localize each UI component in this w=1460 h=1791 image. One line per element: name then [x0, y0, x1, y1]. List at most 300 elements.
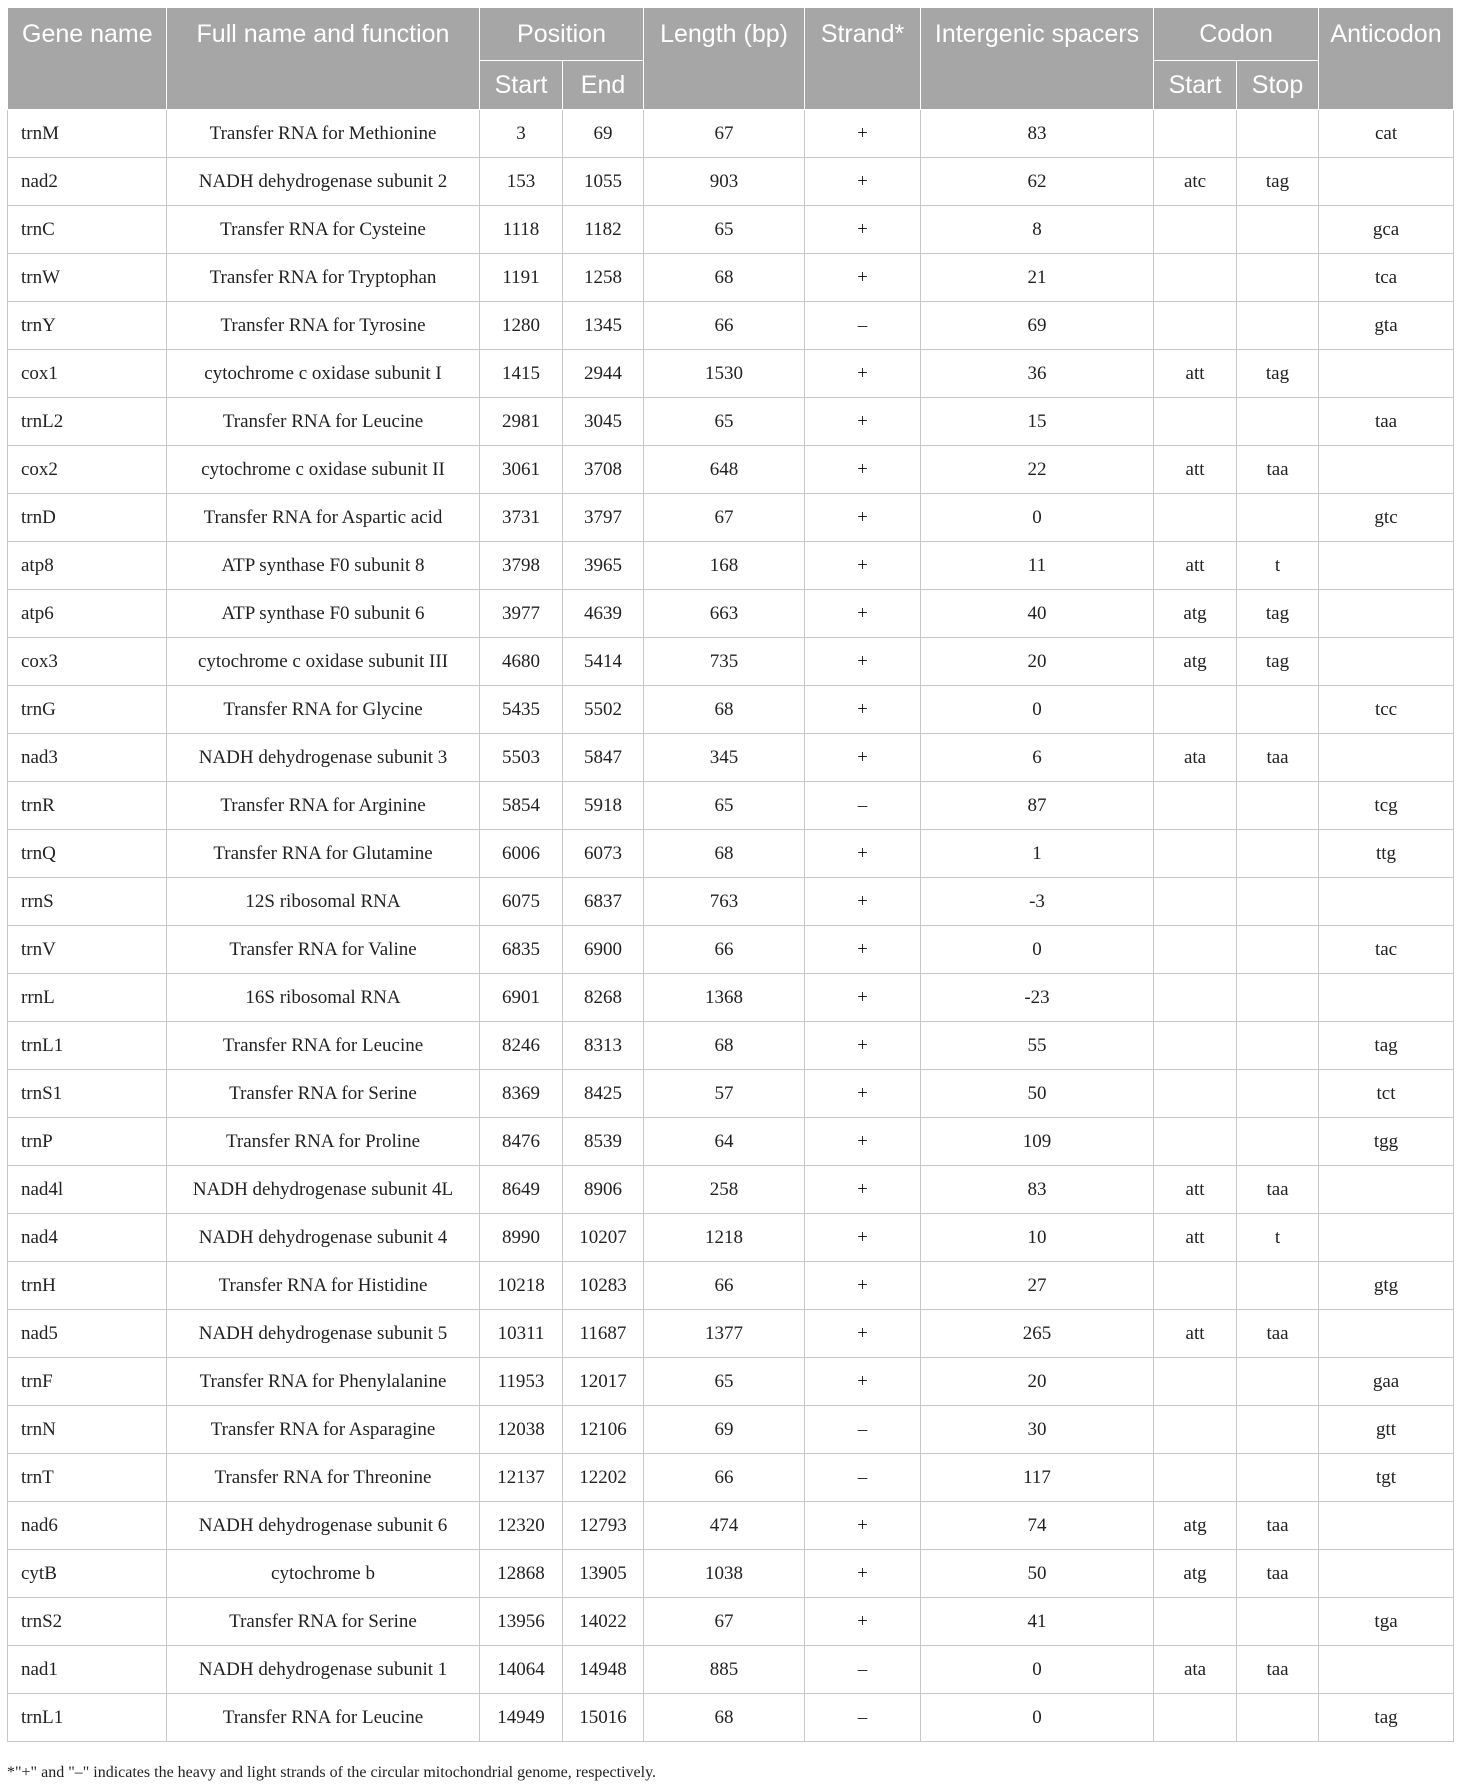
cell-codon-stop: tag: [1237, 638, 1319, 686]
cell-codon-start: [1154, 1358, 1237, 1406]
cell-intergenic-spacer: 6: [921, 734, 1154, 782]
header-position-start: Start: [480, 61, 563, 110]
cell-gene-name: rrnS: [8, 878, 167, 926]
cell-full-name: Transfer RNA for Threonine: [167, 1454, 480, 1502]
cell-strand: –: [805, 302, 921, 350]
cell-full-name: Transfer RNA for Valine: [167, 926, 480, 974]
cell-length: 763: [644, 878, 805, 926]
cell-length: 68: [644, 1694, 805, 1742]
cell-intergenic-spacer: 36: [921, 350, 1154, 398]
cell-strand: +: [805, 446, 921, 494]
table-row: [8, 1214, 1454, 1262]
cell-position-start: 6901: [480, 974, 563, 1022]
table-row: [8, 254, 1454, 302]
cell-codon-start: [1154, 974, 1237, 1022]
header-full-name: Full name and function: [167, 8, 480, 110]
cell-position-end: 8906: [563, 1166, 644, 1214]
cell-anticodon: cat: [1319, 110, 1454, 158]
cell-full-name: Transfer RNA for Methionine: [167, 110, 480, 158]
cell-codon-start: atg: [1154, 1502, 1237, 1550]
cell-strand: –: [805, 1694, 921, 1742]
table-row: [8, 1454, 1454, 1502]
cell-codon-stop: [1237, 254, 1319, 302]
cell-position-end: 5918: [563, 782, 644, 830]
cell-position-end: 14022: [563, 1598, 644, 1646]
cell-codon-start: [1154, 1454, 1237, 1502]
cell-intergenic-spacer: 83: [921, 1166, 1154, 1214]
cell-strand: –: [805, 1454, 921, 1502]
cell-length: 1377: [644, 1310, 805, 1358]
cell-codon-start: att: [1154, 350, 1237, 398]
cell-position-start: 3: [480, 110, 563, 158]
table-row: [8, 1022, 1454, 1070]
cell-full-name: NADH dehydrogenase subunit 4L: [167, 1166, 480, 1214]
cell-codon-start: [1154, 110, 1237, 158]
cell-codon-start: [1154, 830, 1237, 878]
cell-position-start: 5503: [480, 734, 563, 782]
cell-anticodon: [1319, 1646, 1454, 1694]
cell-codon-stop: taa: [1237, 1550, 1319, 1598]
cell-gene-name: trnD: [8, 494, 167, 542]
cell-strand: +: [805, 1022, 921, 1070]
cell-codon-stop: [1237, 926, 1319, 974]
header-intergenic: Intergenic spacers: [921, 8, 1154, 110]
cell-codon-stop: tag: [1237, 350, 1319, 398]
cell-intergenic-spacer: 21: [921, 254, 1154, 302]
cell-anticodon: [1319, 446, 1454, 494]
cell-codon-stop: t: [1237, 542, 1319, 590]
cell-length: 1368: [644, 974, 805, 1022]
cell-codon-stop: [1237, 1262, 1319, 1310]
cell-intergenic-spacer: 41: [921, 1598, 1154, 1646]
cell-anticodon: [1319, 1310, 1454, 1358]
cell-position-end: 8425: [563, 1070, 644, 1118]
cell-length: 1038: [644, 1550, 805, 1598]
cell-position-start: 153: [480, 158, 563, 206]
cell-strand: +: [805, 206, 921, 254]
cell-anticodon: [1319, 350, 1454, 398]
cell-intergenic-spacer: 22: [921, 446, 1154, 494]
table-header: [8, 8, 1454, 110]
table-row: [8, 350, 1454, 398]
cell-gene-name: nad4l: [8, 1166, 167, 1214]
cell-position-end: 10207: [563, 1214, 644, 1262]
table-row: [8, 734, 1454, 782]
table-row: [8, 1310, 1454, 1358]
table-row: [8, 1646, 1454, 1694]
cell-gene-name: trnY: [8, 302, 167, 350]
cell-intergenic-spacer: 55: [921, 1022, 1154, 1070]
cell-length: 67: [644, 110, 805, 158]
cell-length: 474: [644, 1502, 805, 1550]
cell-position-start: 6006: [480, 830, 563, 878]
cell-length: 903: [644, 158, 805, 206]
cell-gene-name: nad4: [8, 1214, 167, 1262]
cell-gene-name: trnS1: [8, 1070, 167, 1118]
cell-strand: +: [805, 494, 921, 542]
cell-full-name: NADH dehydrogenase subunit 4: [167, 1214, 480, 1262]
cell-full-name: Transfer RNA for Leucine: [167, 1022, 480, 1070]
cell-position-start: 11953: [480, 1358, 563, 1406]
cell-full-name: ATP synthase F0 subunit 6: [167, 590, 480, 638]
header-anticodon: Anticodon: [1319, 8, 1454, 110]
cell-codon-start: [1154, 1070, 1237, 1118]
cell-intergenic-spacer: 69: [921, 302, 1154, 350]
cell-full-name: cytochrome c oxidase subunit III: [167, 638, 480, 686]
cell-codon-start: att: [1154, 446, 1237, 494]
cell-position-end: 5502: [563, 686, 644, 734]
cell-full-name: ATP synthase F0 subunit 8: [167, 542, 480, 590]
cell-strand: +: [805, 1118, 921, 1166]
cell-codon-stop: tag: [1237, 590, 1319, 638]
cell-position-start: 5435: [480, 686, 563, 734]
cell-position-end: 3797: [563, 494, 644, 542]
cell-codon-stop: [1237, 1022, 1319, 1070]
cell-length: 64: [644, 1118, 805, 1166]
cell-length: 66: [644, 1454, 805, 1502]
cell-position-end: 12017: [563, 1358, 644, 1406]
cell-position-start: 12038: [480, 1406, 563, 1454]
cell-codon-start: atg: [1154, 590, 1237, 638]
cell-full-name: Transfer RNA for Proline: [167, 1118, 480, 1166]
cell-position-start: 1118: [480, 206, 563, 254]
cell-intergenic-spacer: 11: [921, 542, 1154, 590]
cell-strand: +: [805, 110, 921, 158]
cell-position-start: 3977: [480, 590, 563, 638]
cell-codon-stop: [1237, 494, 1319, 542]
cell-length: 68: [644, 830, 805, 878]
cell-position-end: 15016: [563, 1694, 644, 1742]
cell-anticodon: gta: [1319, 302, 1454, 350]
cell-position-start: 12868: [480, 1550, 563, 1598]
cell-position-end: 1345: [563, 302, 644, 350]
cell-intergenic-spacer: 10: [921, 1214, 1154, 1262]
table-row: [8, 1598, 1454, 1646]
cell-gene-name: nad6: [8, 1502, 167, 1550]
cell-length: 1218: [644, 1214, 805, 1262]
cell-codon-stop: [1237, 1070, 1319, 1118]
cell-gene-name: trnT: [8, 1454, 167, 1502]
cell-codon-start: [1154, 254, 1237, 302]
cell-length: 57: [644, 1070, 805, 1118]
cell-codon-start: [1154, 1022, 1237, 1070]
cell-full-name: Transfer RNA for Leucine: [167, 398, 480, 446]
cell-length: 65: [644, 1358, 805, 1406]
cell-codon-start: [1154, 494, 1237, 542]
cell-gene-name: trnW: [8, 254, 167, 302]
cell-full-name: Transfer RNA for Tyrosine: [167, 302, 480, 350]
cell-position-end: 69: [563, 110, 644, 158]
cell-position-end: 6837: [563, 878, 644, 926]
cell-position-start: 4680: [480, 638, 563, 686]
cell-codon-stop: [1237, 302, 1319, 350]
cell-full-name: Transfer RNA for Leucine: [167, 1694, 480, 1742]
cell-codon-stop: [1237, 782, 1319, 830]
cell-gene-name: nad1: [8, 1646, 167, 1694]
table-row: [8, 686, 1454, 734]
cell-strand: +: [805, 590, 921, 638]
cell-length: 66: [644, 926, 805, 974]
cell-codon-start: att: [1154, 1214, 1237, 1262]
cell-anticodon: tga: [1319, 1598, 1454, 1646]
cell-strand: +: [805, 1310, 921, 1358]
cell-intergenic-spacer: 117: [921, 1454, 1154, 1502]
table-row: [8, 494, 1454, 542]
cell-anticodon: [1319, 974, 1454, 1022]
cell-anticodon: tag: [1319, 1022, 1454, 1070]
cell-gene-name: trnC: [8, 206, 167, 254]
cell-anticodon: gca: [1319, 206, 1454, 254]
cell-gene-name: rrnL: [8, 974, 167, 1022]
cell-gene-name: trnL2: [8, 398, 167, 446]
cell-length: 65: [644, 206, 805, 254]
table-row: [8, 1166, 1454, 1214]
cell-length: 345: [644, 734, 805, 782]
cell-codon-stop: taa: [1237, 734, 1319, 782]
header-gene-name: Gene name: [8, 8, 167, 110]
cell-position-start: 5854: [480, 782, 563, 830]
cell-anticodon: tag: [1319, 1694, 1454, 1742]
cell-strand: –: [805, 1646, 921, 1694]
cell-full-name: NADH dehydrogenase subunit 6: [167, 1502, 480, 1550]
cell-intergenic-spacer: 8: [921, 206, 1154, 254]
table-row: [8, 158, 1454, 206]
cell-position-start: 14949: [480, 1694, 563, 1742]
cell-codon-start: atg: [1154, 1550, 1237, 1598]
cell-codon-start: ata: [1154, 1646, 1237, 1694]
cell-position-end: 3045: [563, 398, 644, 446]
cell-codon-start: atc: [1154, 158, 1237, 206]
table-row: [8, 1694, 1454, 1742]
cell-anticodon: gtg: [1319, 1262, 1454, 1310]
cell-codon-start: [1154, 878, 1237, 926]
cell-position-start: 3798: [480, 542, 563, 590]
cell-strand: +: [805, 398, 921, 446]
cell-gene-name: nad3: [8, 734, 167, 782]
cell-codon-stop: tag: [1237, 158, 1319, 206]
cell-position-end: 3965: [563, 542, 644, 590]
cell-intergenic-spacer: 50: [921, 1550, 1154, 1598]
cell-full-name: Transfer RNA for Arginine: [167, 782, 480, 830]
cell-codon-start: att: [1154, 1310, 1237, 1358]
cell-codon-stop: taa: [1237, 1502, 1319, 1550]
cell-codon-start: [1154, 686, 1237, 734]
cell-anticodon: [1319, 542, 1454, 590]
table-row: [8, 446, 1454, 494]
cell-position-end: 12106: [563, 1406, 644, 1454]
cell-position-start: 1191: [480, 254, 563, 302]
cell-intergenic-spacer: 0: [921, 926, 1154, 974]
cell-position-start: 6835: [480, 926, 563, 974]
cell-length: 65: [644, 398, 805, 446]
cell-intergenic-spacer: 15: [921, 398, 1154, 446]
cell-full-name: Transfer RNA for Asparagine: [167, 1406, 480, 1454]
cell-anticodon: taa: [1319, 398, 1454, 446]
cell-position-end: 10283: [563, 1262, 644, 1310]
table-footnote: *"+" and "–" indicates the heavy and light strands of the circular mitochondrial genome, respectively.: [7, 1764, 657, 1781]
cell-gene-name: cox3: [8, 638, 167, 686]
cell-gene-name: trnS2: [8, 1598, 167, 1646]
cell-position-end: 8539: [563, 1118, 644, 1166]
cell-full-name: Transfer RNA for Aspartic acid: [167, 494, 480, 542]
cell-position-start: 8649: [480, 1166, 563, 1214]
cell-gene-name: nad2: [8, 158, 167, 206]
cell-gene-name: atp8: [8, 542, 167, 590]
cell-position-end: 1258: [563, 254, 644, 302]
cell-full-name: Transfer RNA for Glutamine: [167, 830, 480, 878]
cell-gene-name: trnL1: [8, 1694, 167, 1742]
cell-strand: +: [805, 350, 921, 398]
cell-gene-name: cox2: [8, 446, 167, 494]
cell-anticodon: [1319, 878, 1454, 926]
cell-gene-name: trnL1: [8, 1022, 167, 1070]
cell-codon-start: [1154, 782, 1237, 830]
cell-anticodon: tca: [1319, 254, 1454, 302]
cell-codon-stop: taa: [1237, 1166, 1319, 1214]
cell-codon-stop: [1237, 398, 1319, 446]
cell-full-name: NADH dehydrogenase subunit 3: [167, 734, 480, 782]
table-row: [8, 590, 1454, 638]
cell-length: 67: [644, 1598, 805, 1646]
cell-gene-name: cytB: [8, 1550, 167, 1598]
cell-position-start: 3061: [480, 446, 563, 494]
cell-full-name: NADH dehydrogenase subunit 5: [167, 1310, 480, 1358]
gene-table-container: [7, 7, 1453, 1742]
cell-full-name: Transfer RNA for Cysteine: [167, 206, 480, 254]
cell-full-name: Transfer RNA for Glycine: [167, 686, 480, 734]
cell-full-name: Transfer RNA for Phenylalanine: [167, 1358, 480, 1406]
cell-length: 1530: [644, 350, 805, 398]
table-row: [8, 1406, 1454, 1454]
cell-full-name: cytochrome b: [167, 1550, 480, 1598]
cell-gene-name: trnQ: [8, 830, 167, 878]
cell-codon-start: att: [1154, 542, 1237, 590]
cell-intergenic-spacer: 0: [921, 494, 1154, 542]
cell-intergenic-spacer: 1: [921, 830, 1154, 878]
cell-length: 65: [644, 782, 805, 830]
cell-gene-name: trnP: [8, 1118, 167, 1166]
cell-position-start: 14064: [480, 1646, 563, 1694]
table-row: [8, 302, 1454, 350]
cell-codon-stop: [1237, 206, 1319, 254]
table-row: [8, 1358, 1454, 1406]
cell-intergenic-spacer: 74: [921, 1502, 1154, 1550]
cell-gene-name: trnN: [8, 1406, 167, 1454]
cell-position-start: 3731: [480, 494, 563, 542]
cell-codon-stop: taa: [1237, 1646, 1319, 1694]
cell-codon-start: [1154, 926, 1237, 974]
cell-anticodon: tct: [1319, 1070, 1454, 1118]
cell-position-end: 8313: [563, 1022, 644, 1070]
cell-intergenic-spacer: 0: [921, 1646, 1154, 1694]
cell-intergenic-spacer: 30: [921, 1406, 1154, 1454]
cell-length: 258: [644, 1166, 805, 1214]
cell-intergenic-spacer: 87: [921, 782, 1154, 830]
table-row: [8, 926, 1454, 974]
cell-gene-name: trnG: [8, 686, 167, 734]
cell-intergenic-spacer: 109: [921, 1118, 1154, 1166]
cell-intergenic-spacer: 265: [921, 1310, 1154, 1358]
header-strand: Strand*: [805, 8, 921, 110]
header-codon: Codon: [1154, 8, 1319, 61]
cell-position-start: 8246: [480, 1022, 563, 1070]
cell-strand: +: [805, 542, 921, 590]
cell-length: 68: [644, 254, 805, 302]
cell-length: 66: [644, 1262, 805, 1310]
cell-position-end: 12793: [563, 1502, 644, 1550]
cell-codon-start: [1154, 1118, 1237, 1166]
cell-full-name: cytochrome c oxidase subunit II: [167, 446, 480, 494]
cell-codon-start: [1154, 206, 1237, 254]
table-row: [8, 782, 1454, 830]
table-row: [8, 638, 1454, 686]
gene-table: [7, 7, 1454, 1742]
cell-strand: +: [805, 878, 921, 926]
cell-gene-name: trnF: [8, 1358, 167, 1406]
cell-strand: –: [805, 1406, 921, 1454]
cell-position-end: 14948: [563, 1646, 644, 1694]
cell-intergenic-spacer: 20: [921, 638, 1154, 686]
cell-anticodon: tcc: [1319, 686, 1454, 734]
cell-position-start: 10311: [480, 1310, 563, 1358]
cell-length: 68: [644, 686, 805, 734]
cell-anticodon: [1319, 1166, 1454, 1214]
cell-codon-start: [1154, 1406, 1237, 1454]
cell-position-start: 6075: [480, 878, 563, 926]
cell-codon-stop: t: [1237, 1214, 1319, 1262]
cell-position-start: 8476: [480, 1118, 563, 1166]
cell-codon-start: [1154, 1694, 1237, 1742]
cell-length: 735: [644, 638, 805, 686]
cell-intergenic-spacer: 27: [921, 1262, 1154, 1310]
cell-strand: +: [805, 926, 921, 974]
cell-gene-name: trnH: [8, 1262, 167, 1310]
cell-position-end: 1182: [563, 206, 644, 254]
cell-intergenic-spacer: -23: [921, 974, 1154, 1022]
cell-codon-start: ata: [1154, 734, 1237, 782]
cell-intergenic-spacer: 0: [921, 686, 1154, 734]
cell-codon-stop: [1237, 830, 1319, 878]
cell-intergenic-spacer: 20: [921, 1358, 1154, 1406]
cell-codon-stop: taa: [1237, 446, 1319, 494]
cell-position-end: 6900: [563, 926, 644, 974]
cell-anticodon: ttg: [1319, 830, 1454, 878]
table-row: [8, 110, 1454, 158]
cell-codon-stop: [1237, 974, 1319, 1022]
cell-anticodon: [1319, 1214, 1454, 1262]
cell-strand: +: [805, 1550, 921, 1598]
cell-anticodon: tgg: [1319, 1118, 1454, 1166]
cell-gene-name: atp6: [8, 590, 167, 638]
cell-length: 67: [644, 494, 805, 542]
cell-position-end: 5414: [563, 638, 644, 686]
cell-strand: +: [805, 158, 921, 206]
cell-length: 885: [644, 1646, 805, 1694]
table-row: [8, 830, 1454, 878]
cell-codon-start: [1154, 302, 1237, 350]
cell-codon-stop: [1237, 1118, 1319, 1166]
cell-codon-start: [1154, 1598, 1237, 1646]
cell-position-end: 13905: [563, 1550, 644, 1598]
cell-position-start: 1415: [480, 350, 563, 398]
cell-position-start: 12137: [480, 1454, 563, 1502]
cell-codon-stop: [1237, 1406, 1319, 1454]
cell-intergenic-spacer: 83: [921, 110, 1154, 158]
cell-anticodon: [1319, 1550, 1454, 1598]
cell-anticodon: gtt: [1319, 1406, 1454, 1454]
cell-position-start: 13956: [480, 1598, 563, 1646]
cell-full-name: NADH dehydrogenase subunit 1: [167, 1646, 480, 1694]
